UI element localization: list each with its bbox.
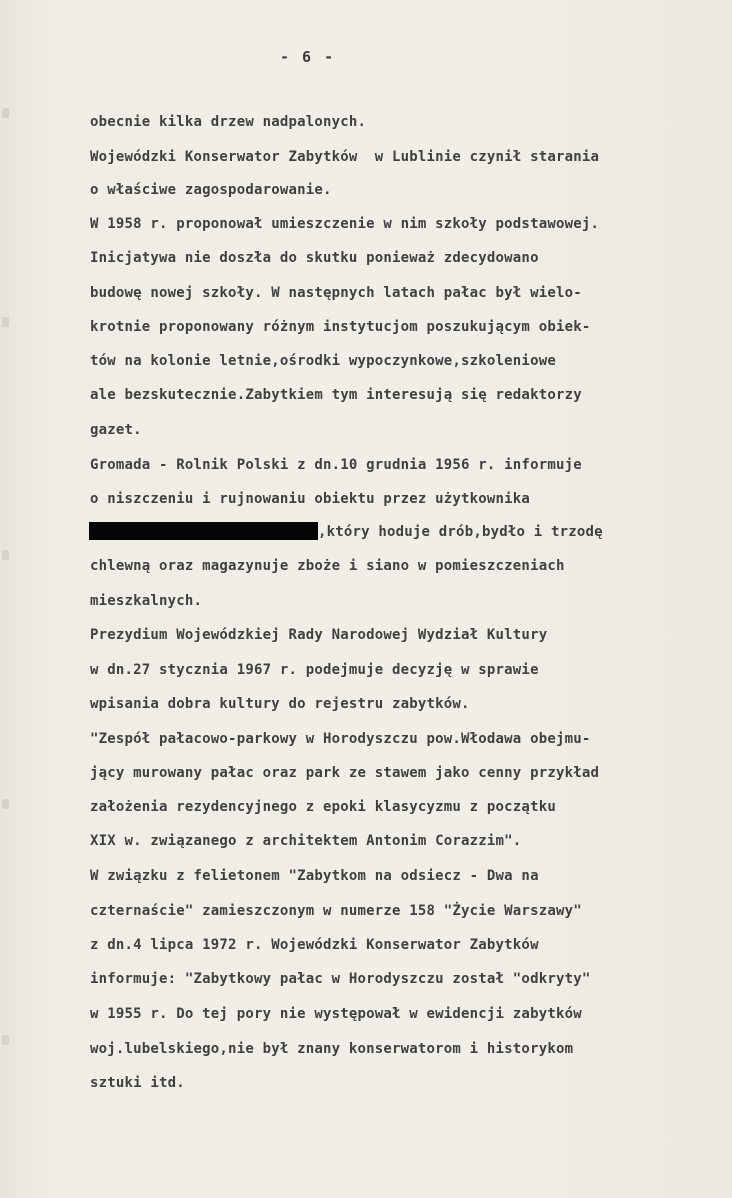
text-line: W 1958 r. proponował umieszczenie w nim szkoły podstawowej. xyxy=(90,216,600,232)
text-line: sztuki itd. xyxy=(90,1075,185,1091)
text-line: jący murowany pałac oraz park ze stawem jako cenny przykład xyxy=(90,765,600,781)
text-line: z dn.4 lipca 1972 r. Wojewódzki Konserwator Zabytków xyxy=(90,937,539,953)
text-line: w 1955 r. Do tej pory nie występował w ewidencji zabytków xyxy=(90,1006,582,1022)
text-line: Gromada - Rolnik Polski z dn.10 grudnia 1956 r. informuje xyxy=(90,457,582,473)
binding-holes xyxy=(0,0,12,1198)
text-line: ale bezskutecznie.Zabytkiem tym interesują się redaktorzy xyxy=(90,387,582,403)
binding-hole xyxy=(2,550,9,560)
text-line: W związku z felietonem "Zabytkom na odsiecz - Dwa na xyxy=(90,868,539,884)
binding-hole xyxy=(2,108,9,118)
binding-hole xyxy=(2,1035,9,1045)
text-line: o niszczeniu i rujnowaniu obiektu przez użytkownika xyxy=(90,491,531,507)
text-line: obecnie kilka drzew nadpalonych. xyxy=(90,114,367,130)
text-line: woj.lubelskiego,nie był znany konserwatorom i historykom xyxy=(90,1041,574,1057)
text-line: tów na kolonie letnie,ośrodki wypoczynkowe,szkoleniowe xyxy=(90,353,556,369)
text-line: "Zespół pałacowo-parkowy w Horodyszczu pow.Włodawa obejmu- xyxy=(90,731,591,747)
text-line: Inicjatywa nie doszła do skutku ponieważ zdecydowano xyxy=(90,250,539,266)
redaction-bar xyxy=(89,522,318,540)
binding-hole xyxy=(2,317,9,327)
text-line: gazet. xyxy=(90,422,142,438)
text-line: chlewną oraz magazynuje zboże i siano w pomieszczeniach xyxy=(90,558,565,574)
binding-hole xyxy=(2,799,9,809)
text-line: czternaście" zamieszczonym w numerze 158 "Życie Warszawy" xyxy=(90,903,582,919)
text-line: o właściwe zagospodarowanie. xyxy=(90,182,332,198)
page-number: - 6 - xyxy=(280,48,336,66)
text-line: informuje: "Zabytkowy pałac w Horodyszczu został "odkryty" xyxy=(90,971,591,987)
text-line: założenia rezydencyjnego z epoki klasycyzmu z początku xyxy=(90,799,556,815)
text-line: mieszkalnych. xyxy=(90,593,203,609)
text-line: XIX w. związanego z architektem Antonim Corazzim". xyxy=(90,833,522,849)
text-line: krotnie proponowany różnym instytucjom poszukującym obiek- xyxy=(90,319,591,335)
text-line: Wojewódzki Konserwator Zabytków w Lublinie czynił starania xyxy=(90,149,600,165)
text-line: ,który hoduje drób,bydło i trzodę xyxy=(318,524,603,540)
text-line: budowę nowej szkoły. W następnych latach pałac był wielo- xyxy=(90,285,582,301)
text-line: Prezydium Wojewódzkiej Rady Narodowej Wydział Kultury xyxy=(90,627,548,643)
text-line: wpisania dobra kultury do rejestru zabytków. xyxy=(90,696,470,712)
text-line: w dn.27 stycznia 1967 r. podejmuje decyzję w sprawie xyxy=(90,662,539,678)
